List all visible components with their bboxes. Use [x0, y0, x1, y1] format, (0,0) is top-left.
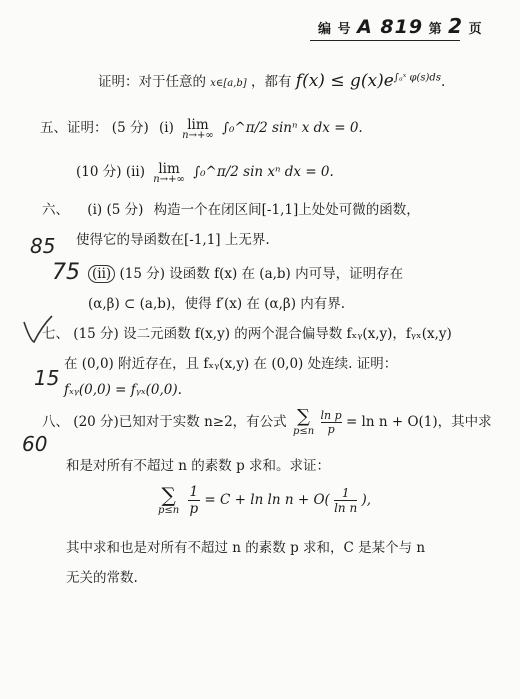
q8-frac2-num: 1	[189, 484, 199, 500]
q8-text-1a: (20 分)已知对于实数 n≥2，有公式	[73, 414, 287, 430]
q8-frac2-den: p	[189, 501, 199, 517]
q4-text2: ，都有	[250, 74, 292, 90]
q8-line-2	[66, 454, 330, 474]
q4-condition: x∈[a,b]	[210, 78, 247, 89]
header-rule	[310, 40, 460, 41]
q6-points-ii: (15 分)	[119, 266, 165, 282]
handwritten-score-85: 85	[30, 234, 56, 258]
q6-text-i-2: 使得它的导函数在[-1,1] 上无界.	[76, 232, 270, 248]
q6-line-3	[88, 262, 403, 282]
q6-line-4	[88, 292, 345, 312]
q6-text-i-1: 构造一个在闭区间[-1,1]上处处可微的函数，	[153, 202, 420, 218]
q5-lim-sub-i: n→+∞	[182, 129, 214, 141]
q5-part-i: (i)	[159, 120, 174, 136]
q5-integral-i: ∫₀^π/2 sinⁿ x dx = 0.	[222, 120, 363, 136]
q8-text-5: 无关的常数.	[66, 570, 138, 586]
q7-text-3: fₓᵧ(0,0) = fᵧₓ(0,0).	[64, 382, 182, 398]
q8-sum-sub: p≤n	[292, 426, 315, 437]
q8-frac3-num: 1	[334, 486, 357, 501]
q5-part-ii: (ii)	[125, 164, 145, 180]
q6-number: 六、	[42, 202, 69, 218]
q8-sum-sign: ∑	[297, 406, 311, 427]
q6-text-ii-1: 设函数 f(x) 在 (a,b) 内可导，证明存在	[169, 266, 404, 282]
q5-points-i: (5 分)	[111, 120, 149, 136]
handwritten-score-60: 60	[22, 432, 48, 456]
q8-frac3-den: ln n	[334, 501, 358, 515]
q7-points: (15 分)	[73, 326, 119, 342]
q5-integral-ii: ∫₀^π/2 sin xⁿ dx = 0.	[193, 164, 334, 180]
q8-text-2: 和是对所有不超过 n 的素数 p 求和。求证：	[66, 458, 331, 474]
q5-lim-ii: lim	[158, 160, 180, 177]
ye-label: 页	[468, 22, 483, 37]
q8-text-3b: ),	[361, 492, 372, 508]
q5-line-2	[76, 160, 334, 185]
q4-text: 证明：对于任意的	[98, 74, 206, 90]
q8-text-4: 其中求和也是对所有不超过 n 的素数 p 求和，C 是某个与 n	[66, 540, 426, 556]
q8-text-3a: = C + ln ln n + O(	[204, 492, 330, 508]
q8-frac-den: p	[327, 423, 335, 436]
q8-text-1b: = ln n + O(1)，其中求	[345, 414, 492, 430]
page-header	[318, 14, 483, 38]
q5-line-1	[40, 116, 363, 141]
q4-proof-line	[98, 70, 445, 91]
q8-sum2-sub: p≤n	[158, 505, 180, 516]
q7-text-1: 设二元函数 f(x,y) 的两个混合偏导数 fₓᵧ(x,y)，fᵧₓ(x,y)	[123, 326, 452, 342]
q6-part-i: (i) (5 分)	[87, 202, 144, 218]
q5-lim-i: lim	[187, 116, 209, 133]
handwritten-score-75: 75	[52, 260, 80, 285]
q4-exponent: ∫ₐˣ φ(s)ds	[393, 72, 441, 84]
q7-text-2: 在 (0,0) 附近存在，且 fₓᵧ(x,y) 在 (0,0) 处连续. 证明：	[64, 356, 398, 372]
q6-line-2	[76, 228, 270, 248]
q6-text-ii-2: (α,β) ⊂ (a,b)，使得 f′(x) 在 (α,β) 内有界.	[88, 296, 346, 312]
q6-line-1	[42, 198, 420, 218]
q8-formula	[158, 484, 371, 517]
q6-part-ii: (ii)	[88, 265, 115, 283]
q4-formula: f(x) ≤ g(x)e	[295, 71, 394, 91]
pen-checkmark-icon	[20, 312, 54, 346]
bianhao-label: 编 号	[318, 22, 352, 37]
q7-number: 七、	[42, 326, 69, 342]
page-number: 2	[448, 14, 464, 38]
q8-line-1	[42, 408, 492, 437]
di-label: 第	[428, 22, 443, 37]
q7-line-2	[64, 352, 397, 372]
q8-line-5	[66, 566, 138, 586]
q8-line-4	[66, 536, 425, 556]
q8-frac-num: ln p	[320, 409, 342, 422]
q7-line-3	[64, 382, 182, 398]
q5-number: 五、证明：	[40, 120, 108, 136]
q4-end: .	[440, 74, 446, 90]
q5-points-ii: (10 分)	[76, 164, 122, 180]
q8-sum2-sign: ∑	[161, 483, 176, 507]
q7-line-1	[42, 322, 452, 342]
q5-lim-sub-ii: n→+∞	[153, 173, 185, 185]
exam-code: A 819	[357, 16, 424, 38]
q8-number: 八、	[42, 414, 69, 430]
handwritten-score-15: 15	[34, 366, 60, 390]
